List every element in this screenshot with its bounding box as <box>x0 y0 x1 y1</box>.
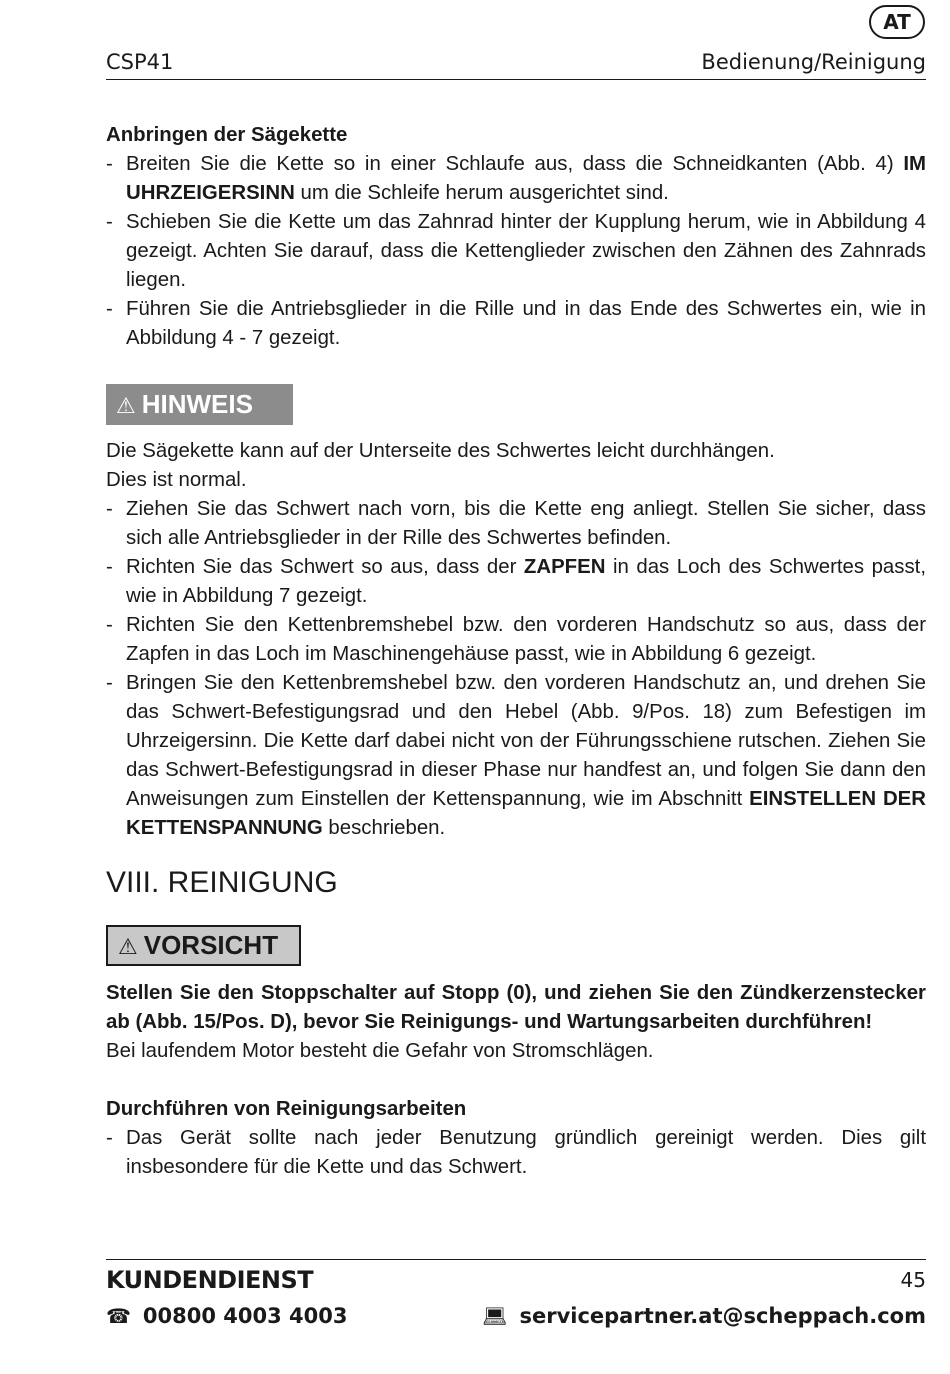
hinweis-list <box>106 495 926 843</box>
chain-mounting-list <box>106 150 926 353</box>
chain-mounting-heading: Anbringen der Sägekette <box>106 124 348 146</box>
model-name: CSP41 <box>106 50 174 74</box>
warning-triangle-icon: ⚠ <box>118 935 138 960</box>
hinweis-text: Die Sägekette kann auf der Unterseite des Schwertes leicht durchhängen. <box>106 440 775 462</box>
list-item: - Richten Sie den Kettenbremshebel bzw. den vorderen Handschutz so aus, dass der Zapfen in das Loch im Maschinengehäuse passt, wie in Abbildung 6 gezeigt. <box>106 611 926 669</box>
service-label: KUNDENDIENST <box>106 1266 314 1294</box>
section-name: Bedienung/Reinigung <box>701 50 926 74</box>
cleaning-list <box>106 1124 926 1182</box>
list-item: - Ziehen Sie das Schwert nach vorn, bis die Kette eng anliegt. Stellen Sie sicher, dass sich alle Antriebsglieder in der Rille des Schwertes befinden. <box>106 495 926 553</box>
list-item: - Schieben Sie die Kette um das Zahnrad hinter der Kupplung herum, wie in Abbildung 4 gezeigt. Achten Sie darauf, dass die Kettenglieder zwischen den Zähnen des Zahnrads liegen. <box>106 208 926 295</box>
service-phone: ☎ 00800 4003 4003 <box>106 1304 348 1328</box>
telephone-icon: ☎ <box>106 1304 131 1328</box>
list-item: - Das Gerät sollte nach jeder Benutzung gründlich gereinigt werden. Dies gilt insbesondere für die Kette und das Schwert. <box>106 1124 926 1182</box>
hinweis-notice-label: ⚠ HINWEIS <box>106 384 293 425</box>
list-item: - Führen Sie die Antriebsglieder in die Rille und in das Ende des Schwertes ein, wie in Abbildung 4 - 7 gezeigt. <box>106 295 926 353</box>
header-divider <box>106 79 926 80</box>
caution-text: Stellen Sie den Stoppschalter auf Stopp (0), und ziehen Sie den Zündkerzenstecker ab (Abb. 15/Pos. D), bevor Sie Reinigungs- und Wartungsarbeiten durchführen! <box>106 982 926 1033</box>
laptop-icon: 💻︎ <box>482 1304 508 1328</box>
list-item: - Richten Sie das Schwert so aus, dass der ZAPFEN in das Loch des Schwertes passt, wie in Abbildung 7 gezeigt. <box>106 553 926 611</box>
vorsicht-notice-label: ⚠ VORSICHT <box>106 925 301 966</box>
page-content <box>106 121 926 1182</box>
cleaning-subheading: Durchführen von Reinigungsarbeiten <box>106 1098 467 1120</box>
country-badge: AT <box>869 5 925 39</box>
warning-triangle-icon: ⚠ <box>116 394 136 419</box>
list-item: - Breiten Sie die Kette so in einer Schlaufe aus, dass die Schneidkanten (Abb. 4) IM UHRZEIGERSINN um die Schleife herum ausgerichtet sind. <box>106 150 926 208</box>
list-item: - Bringen Sie den Kettenbremshebel bzw. den vorderen Handschutz an, und drehen Sie das Schwert-Befestigungsrad und den Hebel (Abb. 9/Pos. 18) zum Befestigen im Uhrzeigersinn. Die Kette darf dabei nicht von der Führungsschiene rutschen. Ziehen Sie das Schwert-Befestigungsrad in dieser Phase nur handfest an, und folgen Sie dann den Anweisungen zum Einstellen der Kettenspannung, wie im Abschnitt EINSTELLEN DER KETTENSPANNUNG beschrieben. <box>106 669 926 843</box>
service-email[interactable]: 💻︎ servicepartner.at@scheppach.com <box>482 1304 926 1328</box>
caution-note: Bei laufendem Motor besteht die Gefahr von Stromschlägen. <box>106 1040 654 1062</box>
page-number: 45 <box>900 1268 926 1292</box>
footer-divider <box>106 1259 926 1260</box>
hinweis-text: Dies ist normal. <box>106 469 247 491</box>
section-title: VIII. REINIGUNG <box>106 866 338 899</box>
